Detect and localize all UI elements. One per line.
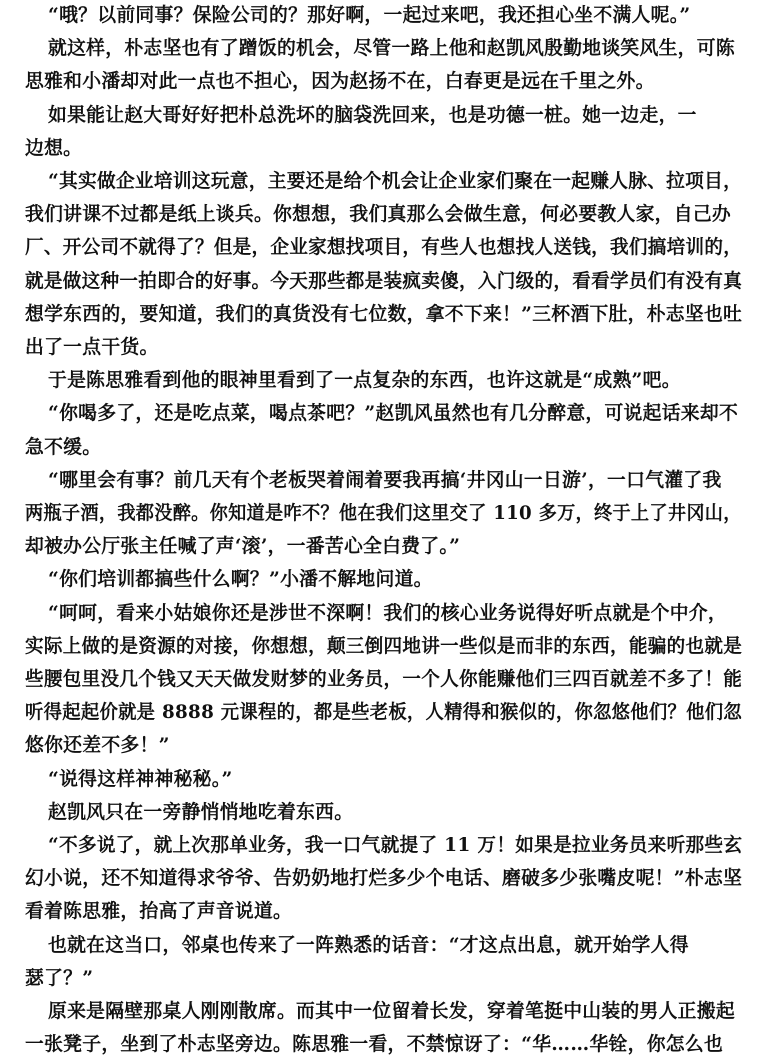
text-line: 就是做这种一拍即合的好事。今天那些都是装疯卖傻，入门级的，看看学员们有没有真 xyxy=(25,269,743,292)
text-line: 边想。 xyxy=(25,136,83,159)
text-line: 也就在这当口，邻桌也传来了一阵熟悉的话音：“才这点出息，就开始学人得 xyxy=(48,933,689,956)
text-line: 于是陈思雅看到他的眼神里看到了一点复杂的东西，也许这就是“成熟”吧。 xyxy=(48,369,681,392)
text-line: 些腰包里没几个钱又天天做发财梦的业务员，一个人你能赚他们三四百就差不多了！能 xyxy=(25,668,743,690)
text-line: 就这样，朴志坚也有了蹭饭的机会，尽管一路上他和赵凯风殷勤地谈笑风生，可陈 xyxy=(48,37,735,60)
text-line: 实际上做的是资源的对接，你想想，颠三倒四地讲一些似是而非的东西，能骗的也就是 xyxy=(25,634,743,657)
text-line: 看着陈思雅，抬高了声音说道。 xyxy=(25,900,293,923)
text-line: 一张凳子，坐到了朴志坚旁边。陈思雅一看，不禁惊讶了：“华……华铨，你怎么也 xyxy=(25,1033,724,1056)
text-line: “不多说了，就上次那单业务，我一口气就提了 11 万！如果是拉业务员来听那些玄 xyxy=(48,834,743,856)
text-line: 出了一点干货。 xyxy=(25,336,159,358)
text-line: 悠你还差不多！” xyxy=(25,734,170,757)
text-line: 我们讲课不过都是纸上谈兵。你想想，我们真那么会做生意，何必要教人家，自己办 xyxy=(25,203,732,226)
text-line: 思雅和小潘却对此一点也不担心，因为赵扬不在，白春更是远在千里之外。 xyxy=(25,70,655,93)
text-line: 原来是隔壁那桌人刚刚散席。而其中一位留着长发，穿着笔挺中山装的男人正搬起 xyxy=(48,1000,735,1022)
text-line: 幻小说，还不知道得求爷爷、告奶奶地打烂多少个电话、磨破多少张嘴皮呢！”朴志坚 xyxy=(25,867,743,890)
text-line: “说得这样神神秘秘。” xyxy=(48,767,233,790)
text-line: 听得起起价就是 8888 元课程的，都是些老板，人精得和猴似的，你忽悠他们？他们忽 xyxy=(25,701,742,724)
text-line: 两瓶子酒，我都没醉。你知道是咋不？他在我们这里交了 110 多万，终于上了井冈山， xyxy=(25,502,742,524)
text-line: “你们培训都搞些什么啊？”小潘不解地问道。 xyxy=(48,568,433,591)
text-line: 急不缓。 xyxy=(25,435,102,458)
text-line: 想学东西的，要知道，我们的真货没有七位数，拿不下来！”三杯酒下肚，朴志坚也吐 xyxy=(25,302,743,325)
text-line: “其实做企业培训这玩意，主要还是给个机会让企业家们聚在一起赚人脉、拉项目， xyxy=(48,170,743,192)
text-line: “你喝多了，还是吃点菜，喝点茶吧？”赵凯风虽然也有几分醉意，可说起话来却不 xyxy=(48,402,739,425)
text-line: 瑟了？” xyxy=(25,966,94,989)
text-line: “呵呵，看来小姑娘你还是涉世不深啊！我们的核心业务说得好听点就是个中介， xyxy=(48,601,727,624)
text-line: 赵凯风只在一旁静悄悄地吃着东西。 xyxy=(48,800,354,823)
text-line: 如果能让赵大哥好好把朴总洗坏的脑袋洗回来，也是功德一桩。她一边走，一 xyxy=(48,103,697,126)
text-line: 却被办公厅张主任喊了声‘滚’，一番苦心全白费了。” xyxy=(25,535,461,558)
text-line: 厂、开公司不就得了？但是，企业家想找项目，有些人也想找人送钱，我们搞培训的， xyxy=(25,236,743,259)
text-line: “哪里会有事？前几天有个老板哭着闹着要我再搞‘井冈山一日游’，一口气灌了我 xyxy=(48,468,722,491)
text-line: “哦？以前同事？保险公司的？那好啊，一起过来吧，我还担心坐不满人呢。” xyxy=(48,4,691,26)
